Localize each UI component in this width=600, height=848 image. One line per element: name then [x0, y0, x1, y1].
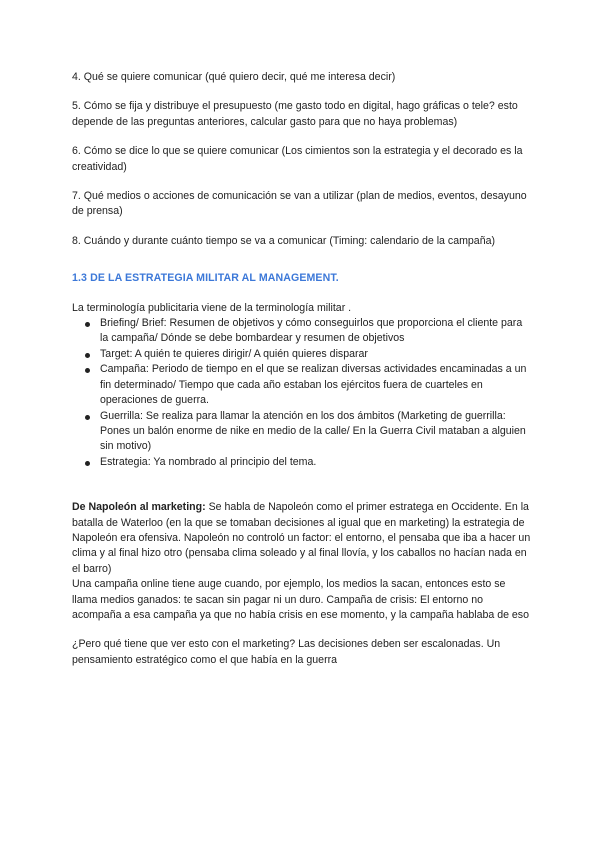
napoleon-text: Se habla de Napoleón como el primer estratega en Occidente. En la batalla de Waterloo (en la que se tomaban decisiones al igual que en marketing) la estrategia de Napoleón era ofensiva. Napoleón no controló un factor: el entorno, el pensaba que iba a hacer un clima y al final hizo otro (pensaba clima soleado y al final llovía, y los caballos no hacían nada en el barro) [72, 501, 531, 575]
terminology-list [72, 316, 532, 470]
numbered-item-8: 8. Cuándo y durante cuánto tiempo se va a comunicar (Timing: calendario de la campaña) [72, 234, 495, 247]
napoleon-paragraph [72, 500, 532, 577]
napoleon-lead: De Napoleón al marketing: [72, 501, 206, 514]
numbered-item-5: 5. Cómo se fija y distribuye el presupuesto (me gasto todo en digital, hago gráficas o tele? esto depende de las preguntas anteriores, calcular gasto para que no haya problemas) [72, 100, 518, 128]
document-page [72, 70, 532, 668]
bullet-icon [85, 415, 90, 420]
list-item [72, 347, 532, 362]
list-item-text: Guerrilla: Se realiza para llamar la atención en los dos ámbitos (Marketing de guerrilla: Pones un balón enorme de nike en medio de la calle/ En la Guerra Civil mataban a alguien sin motivo) [100, 409, 526, 453]
numbered-item-6: 6. Cómo se dice lo que se quiere comunicar (Los cimientos son la estrategia y el decorado es la creatividad) [72, 145, 523, 173]
list-item-text: Estrategia: Ya nombrado al principio del tema. [100, 455, 317, 468]
bullet-icon [85, 368, 90, 373]
list-item-text: Target: A quién te quieres dirigir/ A quién quieres disparar [100, 347, 368, 360]
list-item [72, 316, 532, 347]
numbered-item-4: 4. Qué se quiere comunicar (qué quiero decir, qué me interesa decir) [72, 71, 396, 83]
numbered-item-7: 7. Qué medios o acciones de comunicación se van a utilizar (plan de medios, eventos, desayuno de prensa) [72, 190, 527, 218]
bullet-icon [85, 322, 90, 327]
section-intro: La terminología publicitaria viene de la terminología militar . [72, 301, 352, 314]
list-item [72, 455, 532, 470]
question-paragraph: ¿Pero qué tiene que ver esto con el marketing? Las decisiones deben ser escalonadas. Un pensamiento estratégico como el que había en la guerra [72, 638, 501, 666]
list-item [72, 362, 532, 408]
campaign-paragraph: Una campaña online tiene auge cuando, por ejemplo, los medios la sacan, entonces esto se llama medios ganados: te sacan sin pagar ni un duro. Campaña de crisis: El entorno no acompaña a esa campaña ya que no había crisis en ese momento, y la campaña hablaba de eso [72, 578, 530, 621]
bullet-icon [85, 353, 90, 358]
list-item [72, 409, 532, 455]
list-item-text: Briefing/ Brief: Resumen de objetivos y cómo conseguirlos que proporciona el cliente para la campaña/ Dónde se debe bombardear y resumen de objetivos [100, 317, 523, 345]
section-heading: 1.3 DE LA ESTRATEGIA MILITAR AL MANAGEMENT. [72, 272, 339, 285]
bullet-icon [85, 461, 90, 466]
list-item-text: Campaña: Periodo de tiempo en el que se realizan diversas actividades encaminadas a un fin determinado/ Tiempo que cada año estaban los ejércitos fuera de cuarteles en operaciones de guerra. [100, 363, 527, 407]
